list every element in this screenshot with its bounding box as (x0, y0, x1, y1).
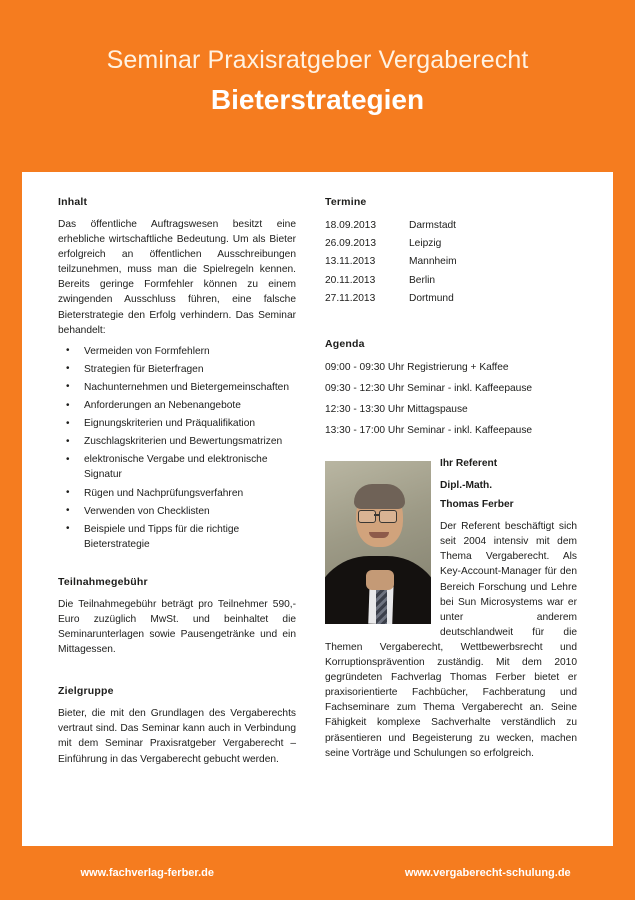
referent-degree: Dipl.-Math. (440, 480, 493, 492)
termin-city: Dortmund (409, 292, 454, 304)
agenda-item: 12:30 - 13:30 Uhr Mittagspause (325, 404, 468, 416)
list-item: • Vermeiden von Formfehlern (58, 344, 296, 359)
list-item: • Zuschlagskriterien und Bewertungsmatrizen (58, 434, 296, 449)
footer-bar (0, 846, 635, 900)
photo-tie-shape (376, 586, 387, 624)
section-inhalt (58, 196, 296, 552)
header-banner (0, 0, 635, 172)
glasses-icon (358, 510, 376, 523)
inhalt-heading: Inhalt (58, 196, 88, 208)
seminar-main-title: Bieterstrategien (210, 84, 425, 115)
referent-bio: Der Referent beschäftigt sich seit 2004 intensiv mit dem Thema Vergaberecht. Als Key-Account-Manager für den Bereich Forschung und Lehre bei Sun Microsystems war er unter anderem deutschlandweit für die Themen Vergaberecht, Wettbewerbsrecht und Korruptionsprävention zuständig. Mit dem 2010 gegründeten Fachverlag Thomas Ferber bietet er praxisorientierte Fachbücher, Fachberatung und Fachseminare zum Thema Vergaberecht an. Seine Fähigkeit komplexe Sachverhalte verständlich zu präsentieren und Begeisterung zu wecken, machen seine Vorträge und Schulungen so erfolgreich. (325, 521, 577, 759)
speaker-photo (325, 461, 431, 624)
left-column (58, 196, 296, 784)
section-zielgruppe (58, 685, 296, 766)
footer-link-fachverlag[interactable]: www.fachverlag-ferber.de (80, 867, 214, 879)
termin-date: 27.11.2013 (325, 292, 376, 304)
table-row (325, 235, 577, 253)
photo-neck-shape (366, 570, 394, 590)
agenda-heading: Agenda (325, 338, 365, 351)
inhalt-paragraph: Das öffentliche Auftragswesen besitzt eine erhebliche wirtschaftliche Bedeutung. Um als Bieter erfolgreich an öffentlichen Ausschreibungen teilzunehmen, muss man die Spielregeln kennen. Bereits geringe Formfehler können zu einem zwingenden Ausschluss führen, eine falsche Bieterstrategie den Erfolg verhindern. Das Seminar behandelt: (58, 219, 296, 336)
glasses-bridge (374, 514, 380, 516)
termin-date: 13.11.2013 (325, 256, 376, 268)
section-referent (325, 458, 577, 761)
agenda-item: 13:30 - 17:00 Uhr Seminar - inkl. Kaffeepause (325, 425, 533, 437)
termin-date: 18.09.2013 (325, 220, 376, 231)
termin-city: Darmstadt (409, 220, 456, 231)
right-column (325, 196, 577, 761)
agenda-item: 09:30 - 12:30 Uhr Seminar - inkl. Kaffeepause (325, 383, 533, 395)
list-item: • Beispiele und Tipps für die richtige Bieterstrategie (58, 522, 296, 552)
agenda-item: 09:00 - 09:30 Uhr Registrierung + Kaffee (325, 362, 509, 374)
termin-date: 26.09.2013 (325, 238, 376, 250)
section-teilnahmegebuehr (58, 576, 296, 657)
table-row (325, 217, 577, 235)
inhalt-bullet-list (58, 344, 296, 552)
zielgruppe-heading: Zielgruppe (58, 685, 114, 698)
list-item: • Strategien für Bieterfragen (58, 362, 296, 377)
photo-mouth-shape (369, 532, 389, 538)
teilnahmegebuehr-paragraph: Die Teilnahmegebühr beträgt pro Teilnehmer 590,- Euro zuzüglich MwSt. und beinhaltet die Seminarunterlagen sowie Pausengetränke und ein Mittagessen. (58, 598, 296, 656)
content-panel (22, 172, 613, 846)
termin-city: Mannheim (409, 256, 457, 268)
teilnahmegebuehr-heading: Teilnahmegebühr (58, 575, 148, 588)
termine-heading: Termine (325, 196, 367, 208)
referent-heading: Ihr Referent (440, 458, 498, 470)
photo-hair-shape (354, 484, 405, 509)
list-item: • Anforderungen an Nebenangebote (58, 398, 296, 413)
seminar-series-title: Seminar Praxisratgeber Vergaberecht (106, 46, 529, 74)
termin-date: 20.11.2013 (325, 274, 376, 286)
table-row (325, 290, 577, 308)
list-item: • Nachunternehmen und Bietergemeinschaften (58, 380, 296, 395)
list-item: • Verwenden von Checklisten (58, 504, 296, 519)
table-row (325, 253, 577, 271)
footer-link-schulung[interactable]: www.vergaberecht-schulung.de (404, 867, 571, 879)
table-row (325, 272, 577, 290)
section-termine (325, 196, 577, 308)
list-item: • Rügen und Nachprüfungsverfahren (58, 486, 296, 501)
zielgruppe-paragraph: Bieter, die mit den Grundlagen des Vergaberechts vertraut sind. Das Seminar kann auch in Verbindung mit dem Seminar Praxisratgeber Vergaberecht – Einführung in das Vergaberecht gebucht werden. (58, 708, 296, 765)
referent-name: Thomas Ferber (440, 498, 514, 510)
list-item: • Eignungskriterien und Präqualifikation (58, 416, 296, 431)
section-agenda (325, 338, 577, 441)
glasses-icon (379, 510, 397, 523)
termin-city: Berlin (409, 274, 436, 286)
termin-city: Leipzig (409, 238, 442, 250)
list-item: • elektronische Vergabe und elektronische Signatur (58, 452, 296, 482)
